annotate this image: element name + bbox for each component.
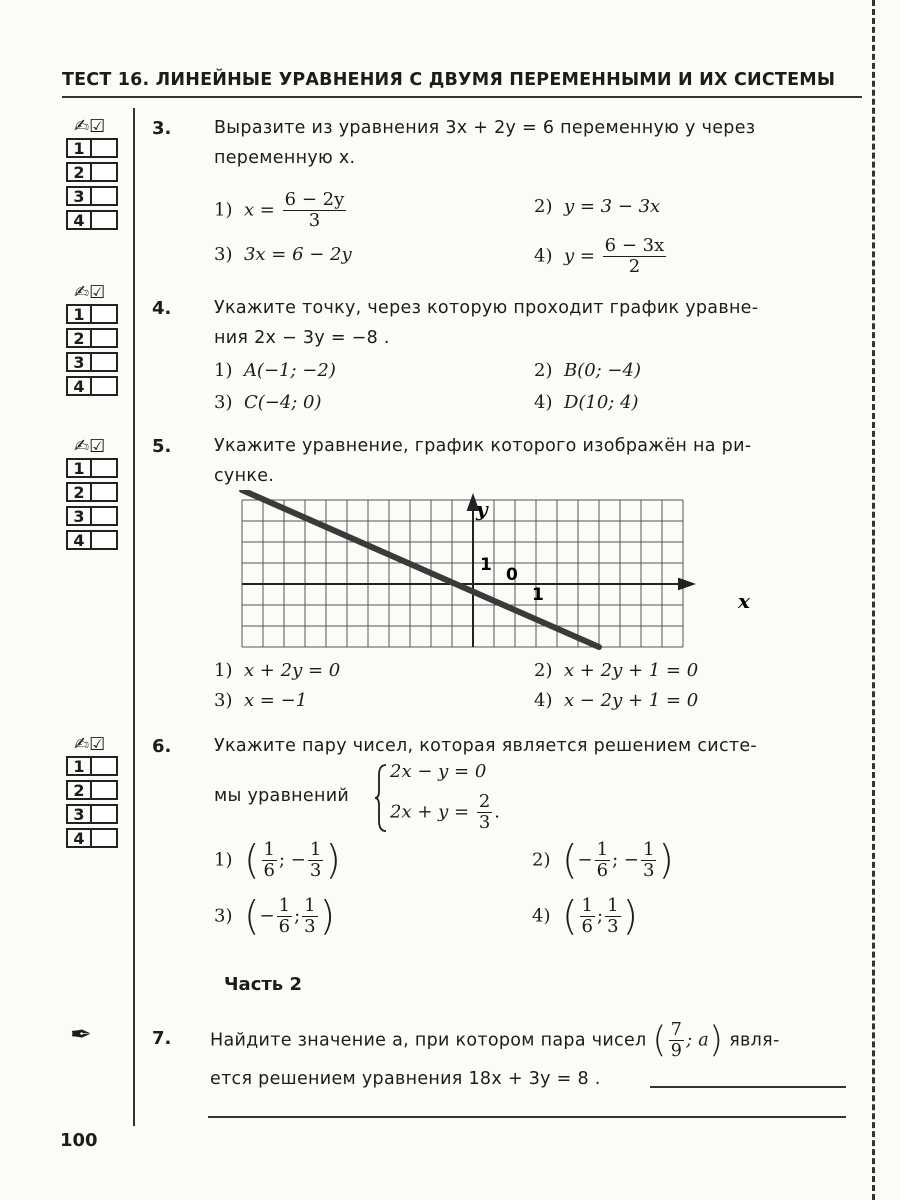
question-number: 5. <box>152 436 172 457</box>
answer-checkbox[interactable] <box>92 328 118 348</box>
pen-icon: ✒ <box>70 1020 92 1050</box>
answer-number: 4 <box>66 210 92 230</box>
answer-checkbox[interactable] <box>92 138 118 158</box>
question-text: Укажите пару чисел, которая является решением систе- <box>214 736 758 756</box>
answer-number: 3 <box>66 186 92 206</box>
option-q6-1: 1) ( $\frac{1}{6}$ ; − $\frac{1}{3}$ ) <box>214 837 341 884</box>
answer-number: 3 <box>66 804 92 824</box>
option-q6-4: 4) ( $\frac{1}{6}$ ; $\frac{1}{3}$ ) <box>532 893 639 940</box>
answer-number: 2 <box>66 162 92 182</box>
question-number: 7. <box>152 1028 172 1049</box>
answer-number: 2 <box>66 780 92 800</box>
section-title: Часть 2 <box>224 974 302 995</box>
question-number: 4. <box>152 298 172 319</box>
answer-number: 1 <box>66 138 92 158</box>
answer-number: 1 <box>66 458 92 478</box>
answer-number: 2 <box>66 328 92 348</box>
answer-checkbox[interactable] <box>92 162 118 182</box>
page-number: 100 <box>60 1130 98 1151</box>
pen-check-icon: ✍☑ <box>74 116 106 137</box>
option-q4-3: 3) C(−4; 0) <box>214 392 322 413</box>
question-number: 6. <box>152 736 172 757</box>
question-text: Найдите значение a, при котором пара чисел ( $\frac{7}{9}$ ; a) явля- <box>210 1019 780 1061</box>
answer-number: 1 <box>66 304 92 324</box>
header-rule <box>62 96 862 98</box>
option-q4-4: 4) D(10; 4) <box>534 392 639 413</box>
answer-number: 1 <box>66 756 92 776</box>
answer-checkbox[interactable] <box>92 186 118 206</box>
question-number: 3. <box>152 118 172 139</box>
option-q3-1: 1) x = $\frac{6 - 2y}{3}$ <box>214 189 345 231</box>
answer-number: 2 <box>66 482 92 502</box>
answer-checkbox[interactable] <box>92 756 118 776</box>
option-q3-3: 3) 3x = 6 − 2y <box>214 244 352 265</box>
x-unit-label: 1 <box>532 585 544 605</box>
option-q5-4: 4) x − 2y + 1 = 0 <box>534 690 699 711</box>
answer-checkbox[interactable] <box>92 482 118 502</box>
option-q3-2: 2) y = 3 − 3x <box>534 196 661 217</box>
answer-number: 3 <box>66 352 92 372</box>
pen-check-icon: ✍☑ <box>74 436 106 457</box>
answer-boxes-q3 <box>66 116 126 234</box>
answer-line[interactable] <box>650 1086 846 1088</box>
question-text: Выразите из уравнения 3x + 2y = 6 переменную y через переменную x. <box>214 118 756 168</box>
origin-label: 0 <box>506 565 518 585</box>
answer-boxes-q6 <box>66 734 126 852</box>
y-unit-label: 1 <box>480 555 492 575</box>
answer-checkbox[interactable] <box>92 352 118 372</box>
answer-number: 3 <box>66 506 92 526</box>
option-q5-3: 3) x = −1 <box>214 690 308 711</box>
linear-graph <box>230 490 770 660</box>
question-text: Укажите уравнение, график которого изображён на ри- сунке. <box>214 436 752 486</box>
answer-checkbox[interactable] <box>92 304 118 324</box>
x-axis-label: x <box>738 589 750 613</box>
system-eq1: 2x − y = 0 <box>390 761 487 782</box>
answer-checkbox[interactable] <box>92 780 118 800</box>
answer-checkbox[interactable] <box>92 210 118 230</box>
answer-number: 4 <box>66 828 92 848</box>
answer-checkbox[interactable] <box>92 530 118 550</box>
option-q4-1: 1) A(−1; −2) <box>214 360 336 381</box>
option-q5-2: 2) x + 2y + 1 = 0 <box>534 660 699 681</box>
graph-line <box>242 490 599 647</box>
system-eq2: 2x + y = $\frac{2}{3}$ . <box>390 791 501 833</box>
pen-check-icon: ✍☑ <box>74 734 106 755</box>
answer-checkbox[interactable] <box>92 804 118 824</box>
pen-check-icon: ✍☑ <box>74 282 106 303</box>
answer-checkbox[interactable] <box>92 376 118 396</box>
margin-rule <box>133 108 135 1126</box>
cut-line <box>872 0 875 1200</box>
question-text: Укажите точку, через которую проходит график уравне- ния 2x − 3y = −8 . <box>214 298 759 348</box>
answer-line[interactable] <box>208 1116 846 1118</box>
system-brace <box>374 763 388 833</box>
option-q5-1: 1) x + 2y = 0 <box>214 660 341 681</box>
question-text-cont: мы уравнений <box>214 786 350 806</box>
answer-boxes-q4 <box>66 282 126 400</box>
answer-checkbox[interactable] <box>92 458 118 478</box>
option-q4-2: 2) B(0; −4) <box>534 360 641 381</box>
y-axis-label: y <box>476 497 488 521</box>
answer-checkbox[interactable] <box>92 506 118 526</box>
option-q3-4: 4) y = $\frac{6 - 3x}{2}$ <box>534 235 665 277</box>
option-q6-3: 3) (− $\frac{1}{6}$ ; $\frac{1}{3}$ ) <box>214 893 336 940</box>
question-text-cont: ется решением уравнения 18x + 3y = 8 . <box>210 1069 601 1089</box>
answer-number: 4 <box>66 530 92 550</box>
answer-checkbox[interactable] <box>92 828 118 848</box>
answer-boxes-q5 <box>66 436 126 554</box>
page-header: ТЕСТ 16. ЛИНЕЙНЫЕ УРАВНЕНИЯ С ДВУМЯ ПЕРЕМЕННЫМИ И ИХ СИСТЕМЫ <box>62 70 836 90</box>
option-q6-2: 2) (− $\frac{1}{6}$ ; − $\frac{1}{3}$ ) <box>532 837 675 884</box>
answer-number: 4 <box>66 376 92 396</box>
